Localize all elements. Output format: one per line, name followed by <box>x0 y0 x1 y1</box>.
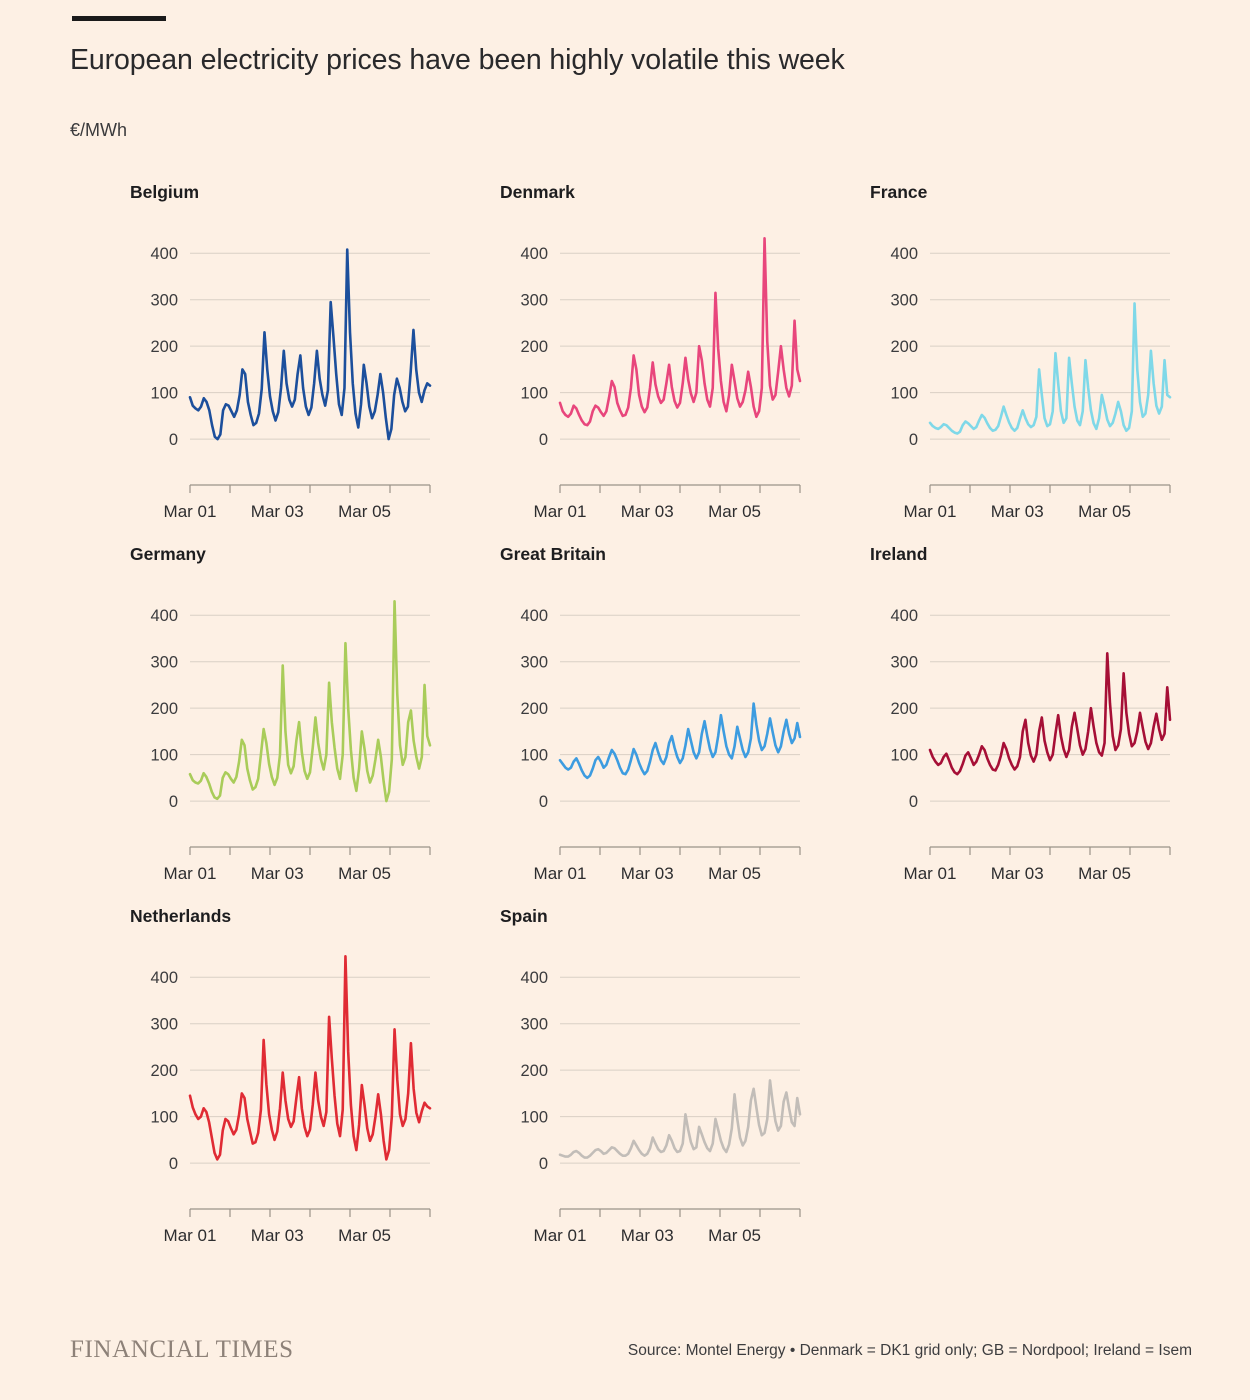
series-line <box>560 1080 800 1157</box>
chart-cell-belgium <box>70 180 440 542</box>
y-axis-tick-label: 100 <box>150 1108 178 1127</box>
chart-germany <box>70 574 440 904</box>
panel-title-netherlands: Netherlands <box>130 906 232 926</box>
x-axis-tick-label: Mar 01 <box>533 502 587 521</box>
y-axis-tick-label: 0 <box>168 793 178 812</box>
x-axis-tick-label: Mar 05 <box>708 864 762 883</box>
x-axis-tick-label: Mar 01 <box>533 1226 587 1245</box>
chart-cell-netherlands <box>70 904 440 1266</box>
x-axis-tick-label: Mar 03 <box>990 502 1044 521</box>
chart-svg <box>440 574 810 904</box>
y-axis-tick-label: 300 <box>890 653 918 672</box>
y-axis-tick-label: 200 <box>150 1062 178 1081</box>
panel-title-ireland: Ireland <box>870 544 928 564</box>
x-axis-tick-label: Mar 03 <box>250 502 304 521</box>
panel-title-great-britain: Great Britain <box>500 544 606 564</box>
chart-cell-great-britain <box>440 542 810 904</box>
x-axis-tick-label: Mar 05 <box>338 1226 392 1245</box>
chart-ireland <box>810 574 1180 904</box>
y-axis-tick-label: 0 <box>908 431 918 450</box>
series-line <box>560 238 800 425</box>
y-axis-tick-label: 400 <box>150 969 178 988</box>
top-rule <box>72 16 166 21</box>
y-axis-tick-label: 300 <box>150 291 178 310</box>
chart-row-1 <box>70 180 1180 542</box>
y-axis-tick-label: 0 <box>168 431 178 450</box>
y-axis-tick-label: 200 <box>150 338 178 357</box>
y-axis-tick-label: 200 <box>520 338 548 357</box>
ft-logo: FINANCIAL TIMES <box>70 1336 294 1363</box>
y-axis-tick-label: 0 <box>538 431 548 450</box>
y-axis-tick-label: 0 <box>538 1155 548 1174</box>
x-axis-tick-label: Mar 01 <box>163 864 217 883</box>
x-axis-tick-label: Mar 05 <box>708 1226 762 1245</box>
y-axis-tick-label: 200 <box>890 700 918 719</box>
y-axis-tick-label: 300 <box>520 291 548 310</box>
series-line <box>190 956 430 1159</box>
y-axis-tick-label: 400 <box>520 607 548 626</box>
y-axis-tick-label: 200 <box>890 338 918 357</box>
y-axis-tick-label: 200 <box>520 700 548 719</box>
panel-title-belgium: Belgium <box>130 182 200 202</box>
y-axis-tick-label: 100 <box>520 384 548 403</box>
x-axis-tick-label: Mar 03 <box>250 1226 304 1245</box>
x-axis-tick-label: Mar 05 <box>1078 864 1132 883</box>
x-axis-tick-label: Mar 01 <box>903 502 957 521</box>
chart-netherlands <box>70 936 440 1266</box>
y-axis-tick-label: 100 <box>150 384 178 403</box>
source-note: Source: Montel Energy • Denmark = DK1 grid only; GB = Nordpool; Ireland = Isem <box>627 1342 1192 1359</box>
x-axis-tick-label: Mar 03 <box>620 1226 674 1245</box>
series-line <box>560 704 800 778</box>
chart-cell-spain <box>440 904 810 1266</box>
y-axis-tick-label: 400 <box>150 245 178 264</box>
series-line <box>190 250 430 440</box>
y-axis-tick-label: 100 <box>890 384 918 403</box>
chart-cell-denmark <box>440 180 810 542</box>
chart-great-britain <box>440 574 810 904</box>
x-axis-tick-label: Mar 05 <box>708 502 762 521</box>
chart-svg <box>810 574 1180 904</box>
chart-svg <box>810 212 1180 542</box>
chart-svg <box>70 936 440 1266</box>
x-axis-tick-label: Mar 03 <box>250 864 304 883</box>
y-axis-tick-label: 200 <box>150 700 178 719</box>
series-line <box>930 303 1170 433</box>
y-axis-tick-label: 100 <box>150 746 178 765</box>
y-axis-tick-label: 0 <box>538 793 548 812</box>
panel-title-germany: Germany <box>130 544 206 564</box>
panel-title-spain: Spain <box>500 906 548 926</box>
y-axis-tick-label: 400 <box>520 969 548 988</box>
x-axis-tick-label: Mar 01 <box>163 1226 217 1245</box>
y-axis-tick-label: 300 <box>520 1015 548 1034</box>
chart-denmark <box>440 212 810 542</box>
x-axis-tick-label: Mar 01 <box>903 864 957 883</box>
panel-title-france: France <box>870 182 928 202</box>
small-multiples-grid <box>70 180 1180 1266</box>
chart-row-3 <box>70 904 1180 1266</box>
page-title: European electricity prices have been highly volatile this week <box>70 44 845 76</box>
y-axis-tick-label: 400 <box>890 245 918 264</box>
x-axis-tick-label: Mar 01 <box>163 502 217 521</box>
chart-svg <box>440 212 810 542</box>
y-axis-tick-label: 300 <box>150 653 178 672</box>
chart-belgium <box>70 212 440 542</box>
y-axis-tick-label: 0 <box>908 793 918 812</box>
y-axis-tick-label: 100 <box>890 746 918 765</box>
unit-label: €/MWh <box>70 120 128 140</box>
panel-title-denmark: Denmark <box>500 182 575 202</box>
x-axis-tick-label: Mar 03 <box>990 864 1044 883</box>
x-axis-tick-label: Mar 03 <box>620 502 674 521</box>
y-axis-tick-label: 300 <box>520 653 548 672</box>
chart-cell-empty <box>810 904 1180 1266</box>
series-line <box>190 601 430 801</box>
y-axis-tick-label: 300 <box>890 291 918 310</box>
chart-france <box>810 212 1180 542</box>
chart-cell-france <box>810 180 1180 542</box>
chart-cell-ireland <box>810 542 1180 904</box>
y-axis-tick-label: 0 <box>168 1155 178 1174</box>
x-axis-tick-label: Mar 01 <box>533 864 587 883</box>
x-axis-tick-label: Mar 05 <box>338 864 392 883</box>
y-axis-tick-label: 200 <box>520 1062 548 1081</box>
y-axis-tick-label: 400 <box>150 607 178 626</box>
chart-cell-germany <box>70 542 440 904</box>
chart-svg <box>440 936 810 1266</box>
chart-row-2 <box>70 542 1180 904</box>
y-axis-tick-label: 400 <box>520 245 548 264</box>
y-axis-tick-label: 100 <box>520 746 548 765</box>
x-axis-tick-label: Mar 05 <box>338 502 392 521</box>
chart-svg <box>70 212 440 542</box>
y-axis-tick-label: 400 <box>890 607 918 626</box>
chart-spain <box>440 936 810 1266</box>
x-axis-tick-label: Mar 03 <box>620 864 674 883</box>
x-axis-tick-label: Mar 05 <box>1078 502 1132 521</box>
series-line <box>930 653 1170 774</box>
y-axis-tick-label: 300 <box>150 1015 178 1034</box>
y-axis-tick-label: 100 <box>520 1108 548 1127</box>
chart-svg <box>70 574 440 904</box>
